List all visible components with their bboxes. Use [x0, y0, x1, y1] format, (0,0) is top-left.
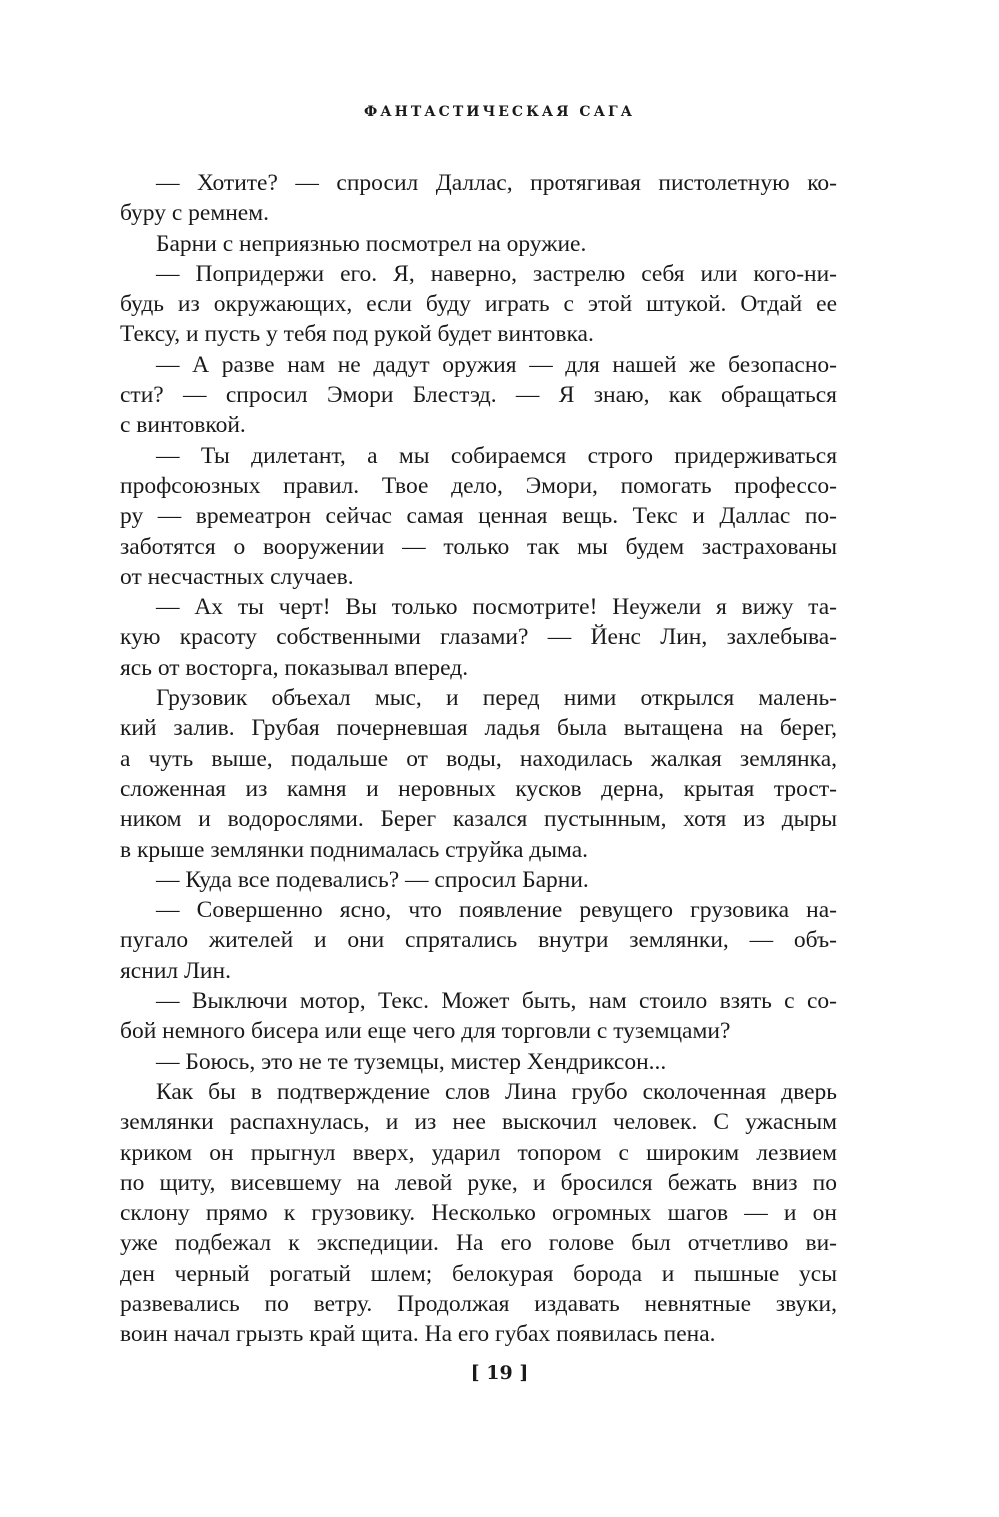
- page-number: [ 19 ]: [470, 1362, 529, 1384]
- text-line: — Куда все подевались? — спросил Барни.: [156, 866, 589, 893]
- running-head: ФАНТАСТИЧЕСКАЯ САГА: [363, 104, 636, 120]
- text-line: бой немного бисера или еще чего для торговли с туземцами?: [120, 1018, 731, 1045]
- text-line: сложенная из камня и неровных кусков дерна, крытая трост-: [120, 775, 837, 802]
- text-line: сти? — спросил Эмори Блестэд. — Я знаю, как обращаться: [120, 382, 837, 409]
- text-line: воин начал грызть край щита. На его губах появилась пена.: [120, 1321, 716, 1348]
- text-line: от несчастных случаев.: [120, 563, 354, 590]
- text-line: ником и водорослями. Берег казался пустынным, хотя из дыры: [120, 806, 837, 833]
- text-line: Тексу, и пусть у тебя под рукой будет винтовка.: [120, 321, 594, 348]
- text-line: буру с ремнем.: [120, 200, 269, 227]
- text-line: — Ах ты черт! Вы только посмотрите! Неужели я вижу та-: [156, 594, 837, 621]
- text-line: склону прямо к грузовику. Несколько огромных шагов — и он: [120, 1200, 837, 1227]
- text-line: ясь от восторга, показывал вперед.: [120, 654, 469, 681]
- text-line: яснил Лин.: [120, 957, 231, 984]
- body-text: [120, 168, 837, 1350]
- text-line: землянки распахнулась, и из нее выскочил человек. С ужасным: [120, 1109, 837, 1136]
- text-line: — Боюсь, это не те туземцы, мистер Хендриксон...: [156, 1048, 667, 1075]
- text-line: — Хотите? — спросил Даллас, протягивая пистолетную ко-: [156, 170, 837, 196]
- text-line: уже подбежал к экспедиции. На его голове был отчетливо ви-: [120, 1230, 837, 1257]
- text-line: пугало жителей и они спрятались внутри землянки, — объ-: [120, 927, 837, 954]
- text-line: Барни с неприязнью посмотрел на оружие.: [156, 230, 587, 257]
- text-line: развевались по ветру. Продолжая издавать невнятные звуки,: [120, 1290, 837, 1317]
- text-line: криком он прыгнул вверх, ударил топором с широким лезвием: [120, 1139, 837, 1166]
- text-line: — Ты дилетант, а мы собираемся строго придерживаться: [156, 442, 837, 469]
- text-line: в крыше землянки поднималась струйка дыма.: [120, 836, 589, 863]
- text-line: Грузовик объехал мыс, и перед ними открылся малень-: [156, 685, 837, 712]
- text-line: профсоюзных правил. Твое дело, Эмори, помогать профессо-: [120, 472, 837, 499]
- text-line: заботятся о вооружении — только так мы будем застрахованы: [120, 533, 837, 560]
- text-line: Как бы в подтверждение слов Лина грубо сколоченная дверь: [156, 1078, 837, 1105]
- text-line: — Совершенно ясно, что появление ревущего грузовика на-: [156, 897, 837, 924]
- text-line: ден черный рогатый шлем; белокурая борода и пышные усы: [120, 1260, 837, 1287]
- text-line: — А разве нам не дадут оружия — для нашей же безопасно-: [156, 351, 837, 378]
- text-line: кий залив. Грубая почерневшая ладья была вытащена на берег,: [120, 715, 837, 742]
- text-line: а чуть выше, подальше от воды, находилась жалкая землянка,: [120, 745, 837, 772]
- text-line: ру — времеатрон сейчас самая ценная вещь. Текс и Даллас по-: [120, 503, 837, 530]
- text-line: по щиту, висевшему на левой руке, и бросился бежать вниз по: [120, 1169, 837, 1196]
- text-line: будь из окружающих, если буду играть с этой штукой. Отдай ее: [120, 291, 837, 318]
- text-line: — Выключи мотор, Текс. Может быть, нам стоило взять с со-: [156, 988, 837, 1015]
- text-line: с винтовкой.: [120, 412, 246, 439]
- text-line: кую красоту собственными глазами? — Йенс Лин, захлебыва-: [120, 624, 837, 651]
- text-line: — Попридержи его. Я, наверно, застрелю себя или кого-ни-: [156, 260, 837, 287]
